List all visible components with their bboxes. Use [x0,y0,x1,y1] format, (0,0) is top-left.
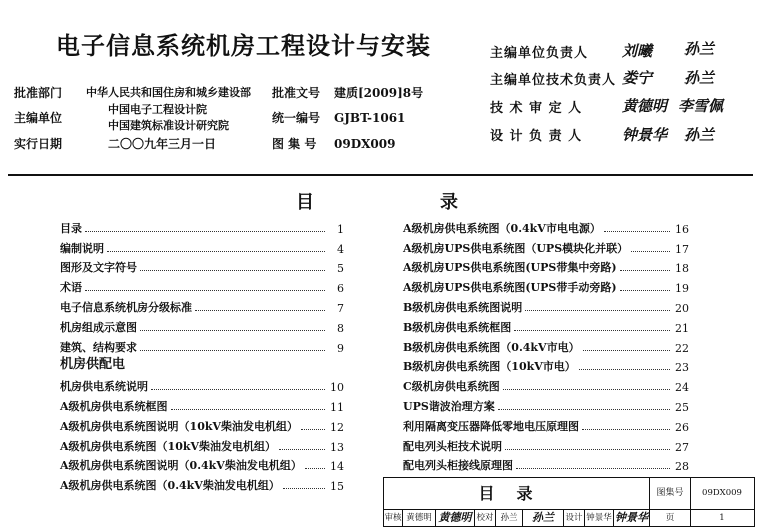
toc-entry[interactable]: 编制说明 4 [60,241,344,256]
title-block-atlas-no: 09DX009 [702,488,742,498]
approval-dept: 中华人民共和国住房和城乡建设部 [86,86,251,99]
editor-line1: 中国电子工程设计院 [108,103,207,116]
signature-tech-chief-2: 孙兰 [684,69,715,87]
toc-entry[interactable]: B级机房供电系统框图 21 [403,320,689,335]
toc-entry[interactable]: A级机房供电系统框图 11 [60,399,344,414]
toc-entry[interactable]: 建筑、结构要求 9 [60,340,344,355]
atlas-no: 09DX009 [334,137,396,151]
approval-dept-label: 批准部门 [14,86,63,100]
impl-date-label: 实行日期 [14,137,63,151]
toc-right-column [403,216,689,473]
review-label: 审核 [384,510,403,526]
signature-chief-1: 刘曦 [622,42,653,60]
toc-entry[interactable]: A级机房供电系统图（10kV柴油发电机组） 13 [60,439,344,454]
toc-entry[interactable]: A级机房供电系统图（0.4kV市电电源） 16 [403,221,689,236]
unified-no-label: 统一编号 [272,111,321,125]
toc-entry[interactable]: A级机房UPS供电系统图（UPS模块化并联） 17 [403,241,689,256]
toc-entry[interactable]: 机房组成示意图 8 [60,320,344,335]
toc-entry[interactable]: 术语 6 [60,281,344,296]
design-name: 钟景华 [585,510,614,526]
atlas-title: 电子信息系统机房工程设计与安装 [56,31,431,60]
signature-designer-2: 孙兰 [684,126,715,144]
toc-entry[interactable]: C级机房供电系统图 24 [403,380,689,395]
title-block [383,477,755,527]
toc-entry[interactable]: B级机房供电系统图（0.4kV市电） 22 [403,340,689,355]
signature-chief-2: 孙兰 [684,40,715,58]
signature-tech-chief-1: 娄宁 [622,69,653,87]
approval-doc: 建质[2009]8号 [334,86,424,100]
toc-entry[interactable]: 配电列头柜技术说明 27 [403,439,689,454]
toc-entry[interactable]: A级机房供电系统图说明（0.4kV柴油发电机组） 14 [60,459,344,474]
toc-entry[interactable]: 目录 1 [60,221,344,236]
toc-entry[interactable]: A级机房供电系统图（0.4kV柴油发电机组） 15 [60,479,344,494]
toc-left-column [60,216,344,493]
approval-doc-label: 批准文号 [272,86,321,100]
toc-section-heading: 机房供配电 [60,356,126,372]
toc-entry[interactable]: 利用隔离变压器降低零地电压原理图 26 [403,419,689,434]
title-block-atlas-label: 图集号 [650,478,691,509]
toc-entry[interactable]: 配电列头柜接线原理图 28 [403,459,689,474]
resp-label-reviewer: 技 术 审 定 人 [490,101,583,116]
design-label: 设计 [564,510,585,526]
toc-entry[interactable]: UPS谐波治理方案 25 [403,399,689,414]
toc-entry[interactable]: B级机房供电系统图（10kV市电） 23 [403,360,689,375]
editor-label: 主编单位 [14,111,63,125]
page-label: 页 [650,510,691,526]
toc-title-right: 录 [440,192,458,213]
resp-label-chief: 主编单位负责人 [490,46,589,61]
signature-reviewer-2: 李雪佩 [678,97,724,115]
check-name: 孙兰 [496,510,523,526]
review-name: 黄德明 [403,510,436,526]
toc-title-left: 目 [296,192,314,213]
toc-entry[interactable]: A级机房UPS供电系统图(UPS带手动旁路) 19 [403,281,689,296]
design-signature: 钟景华 [615,511,648,524]
toc-entry[interactable]: A级机房供电系统图说明（10kV柴油发电机组） 12 [60,419,344,434]
toc-entry[interactable]: 图形及文字符号 5 [60,261,344,276]
unified-no: GJBT-1061 [334,111,406,125]
signature-reviewer-1: 黄德明 [622,97,668,115]
toc-entry[interactable]: 机房供电系统说明 10 [60,380,344,395]
toc-entry[interactable]: B级机房供电系统图说明 20 [403,300,689,315]
check-label: 校对 [475,510,496,526]
resp-label-tech-chief: 主编单位技术负责人 [490,73,617,88]
title-block-title: 目录 [384,478,650,509]
signature-designer-1: 钟景华 [622,126,668,144]
check-signature: 孙兰 [523,510,564,526]
impl-date: 二〇〇九年三月一日 [108,137,217,151]
atlas-no-label: 图 集 号 [272,137,317,151]
resp-label-designer: 设 计 负 责 人 [490,129,583,144]
editor-line2: 中国建筑标准设计研究院 [108,119,229,132]
page-number: 1 [719,513,725,523]
review-signature: 黄德明 [436,510,475,526]
toc-entry[interactable]: 电子信息系统机房分级标准 7 [60,300,344,315]
toc-entry[interactable]: A级机房UPS供电系统图(UPS带集中旁路) 18 [403,261,689,276]
